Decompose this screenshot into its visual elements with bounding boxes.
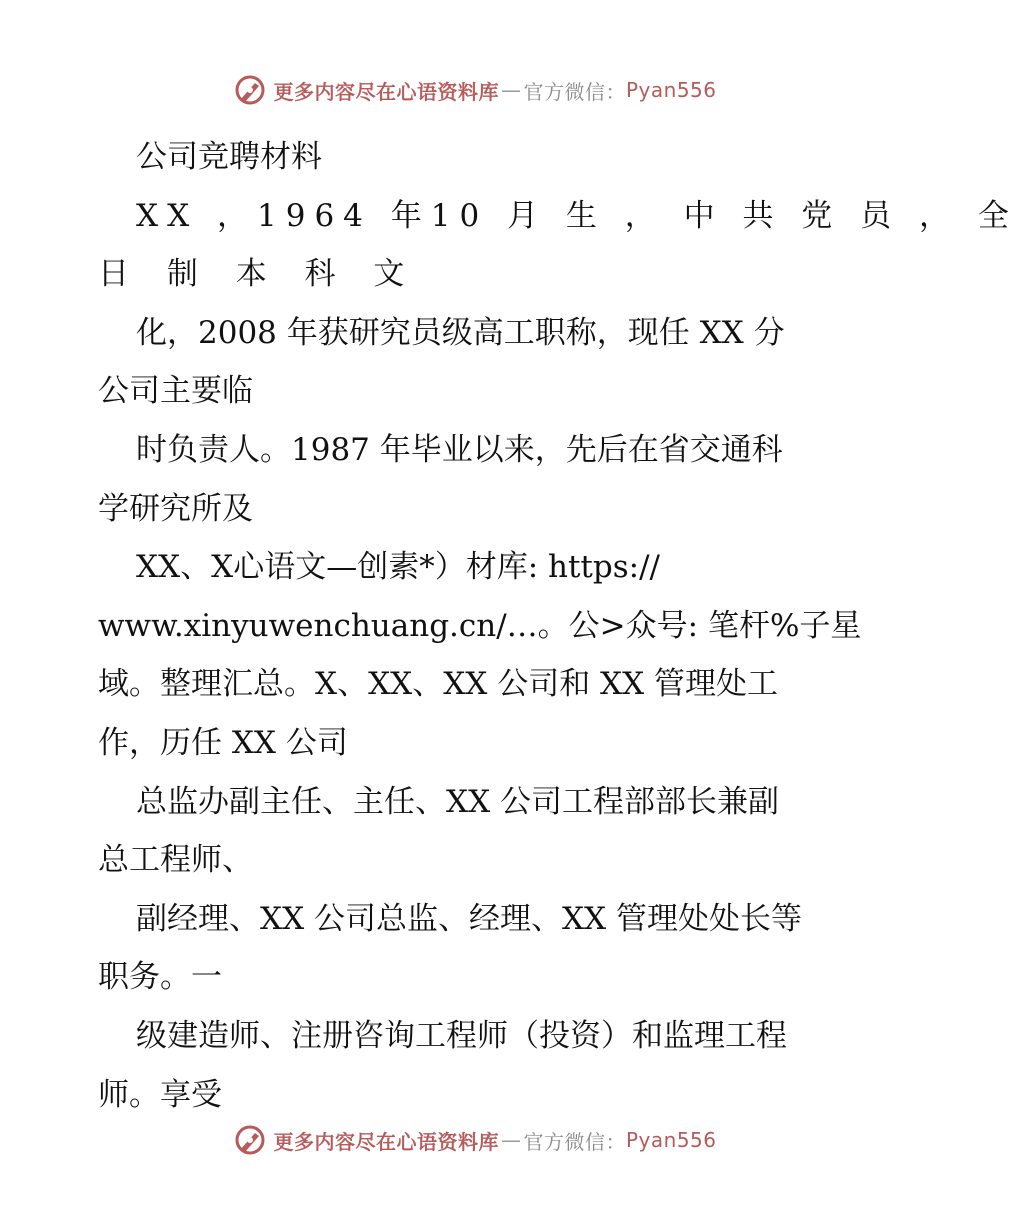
document-body bbox=[98, 128, 1018, 1124]
footer-watermark-banner bbox=[0, 1122, 950, 1158]
document-line: 副经理、XX 公司总监、经理、XX 管理处处长等 bbox=[136, 900, 802, 937]
document-title: 公司竞聘材料 bbox=[136, 139, 322, 175]
banner-wechat-label: 官方微信： bbox=[523, 1129, 626, 1154]
document-line: 职务。一 bbox=[98, 959, 222, 996]
banner-wechat-label: 官方微信： bbox=[523, 79, 626, 104]
document-line: XX、X心语文—创素*）材库: https:// bbox=[136, 549, 660, 586]
document-line: 级建造师、注册咨询工程师（投资）和监理工程 bbox=[136, 1017, 787, 1054]
document-line: 日 制 本 科 文 bbox=[98, 256, 419, 293]
banner-slogan: 更多内容尽在心语资料库 bbox=[273, 79, 499, 104]
pen-nib-circle-icon bbox=[233, 73, 267, 107]
document-line: 域。整理汇总。X、XX、XX 公司和 XX 管理处工 bbox=[98, 666, 779, 703]
banner-separator: — bbox=[500, 78, 522, 102]
banner-separator: — bbox=[500, 1128, 522, 1152]
document-line: 作，历任 XX 公司 bbox=[98, 724, 348, 761]
document-line: 学研究所及 bbox=[98, 490, 253, 527]
document-line: 师。享受 bbox=[98, 1076, 222, 1113]
document-line: XX ，1964 年10 月 生 ， 中 共 党 员 ， 全 bbox=[136, 197, 1018, 234]
document-line: 总监办副主任、主任、XX 公司工程部部长兼副 bbox=[136, 783, 779, 820]
document-line: 时负责人。1987 年毕业以来，先后在省交通科 bbox=[136, 431, 783, 468]
pen-nib-circle-icon bbox=[233, 1123, 267, 1157]
header-watermark-banner bbox=[0, 72, 950, 108]
document-line: 公司主要临 bbox=[98, 373, 253, 410]
banner-slogan: 更多内容尽在心语资料库 bbox=[273, 1129, 499, 1154]
document-line: 化，2008 年获研究员级高工职称，现任 XX 分 bbox=[136, 314, 785, 351]
document-line: 总工程师、 bbox=[98, 842, 253, 879]
banner-wechat-id: Pyan556 bbox=[625, 1128, 717, 1152]
banner-wechat-id: Pyan556 bbox=[625, 78, 717, 102]
document-line: www.xinyuwenchuang.cn/…。公>众号: 笔杆%子星 bbox=[98, 607, 862, 644]
